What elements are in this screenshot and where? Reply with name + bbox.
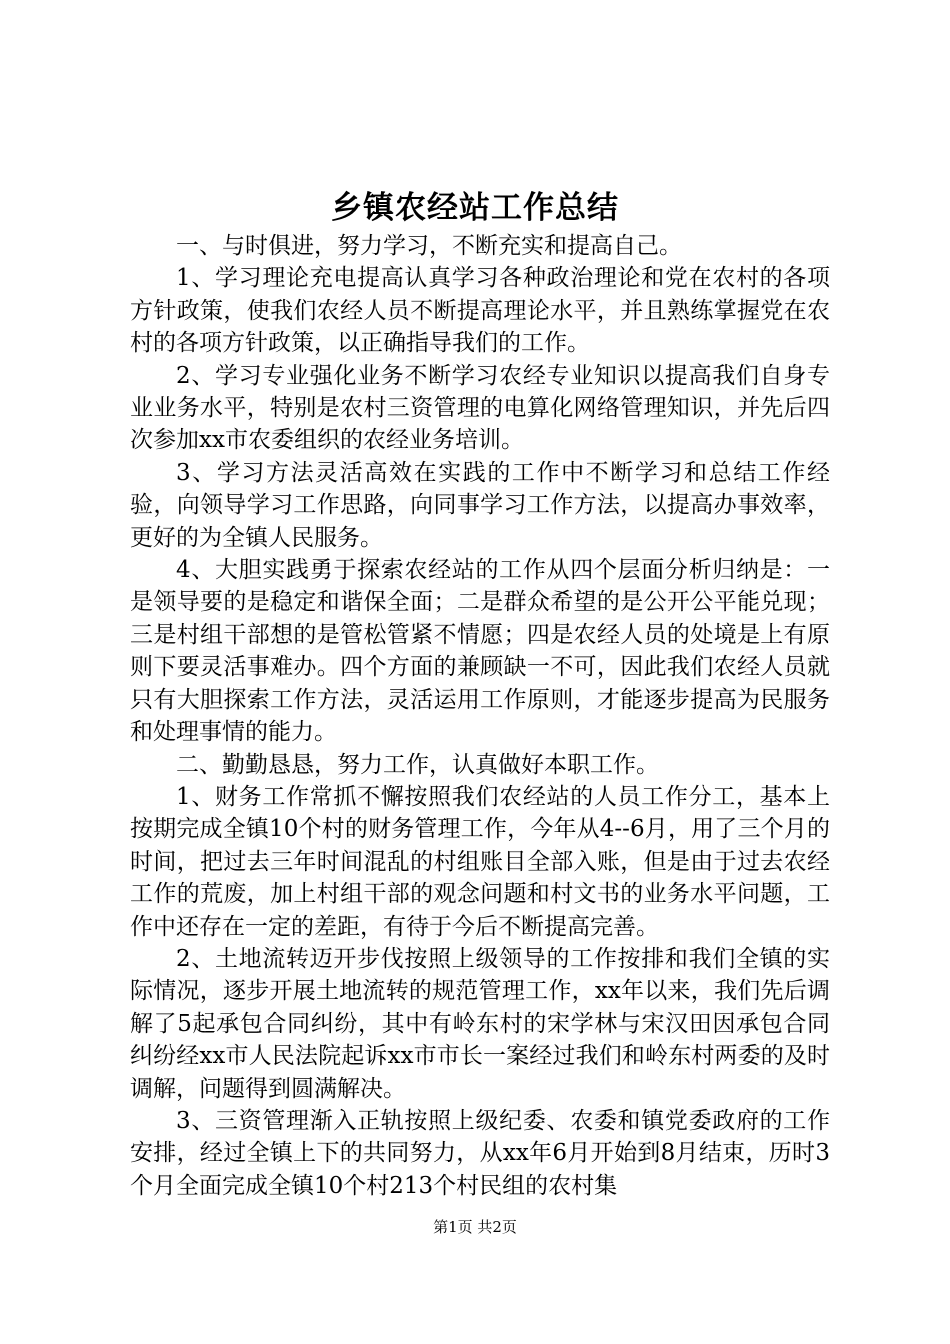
paragraph-1-3: 3、学习方法灵活高效在实践的工作中不断学习和总结工作经验，向领导学习工作思路，向同事学习工作方法，以提高办事效率，更好的为全镇人民服务。 [130, 459, 830, 551]
paragraph-2-1: 1、财务工作常抓不懈按照我们农经站的人员工作分工，基本上按期完成全镇10个村的财务管理工作，今年从4--6月，用了三个月的时间，把过去三年时间混乱的村组账目全部入账，但是由于过去农经工作的荒废，加上村组干部的观念问题和村文书的业务水平问题，工作中还存在一定的差距，有待于今后不断提高完善。 [130, 783, 830, 940]
paragraph-1-4: 4、大胆实践勇于探索农经站的工作从四个层面分析归纳是：一是领导要的是稳定和谐保全面；二是群众希望的是公开公平能兑现；三是村组干部想的是管松管紧不情愿；四是农经人员的处境是上有原则下要灵活事难办。四个方面的兼顾缺一不可，因此我们农经人员就只有大胆探索工作方法，灵活运用工作原则，才能逐步提高为民服务和处理事情的能力。 [130, 557, 830, 746]
paragraph-1-2: 2、学习专业强化业务不断学习农经专业知识以提高我们自身专业业务水平，特别是农村三资管理的电算化网络管理知识，并先后四次参加xx市农委组织的农经业务培训。 [130, 362, 830, 454]
paragraph-2-2: 2、土地流转迈开步伐按照上级领导的工作按排和我们全镇的实际情况，逐步开展土地流转的规范管理工作，xx年以来，我们先后调解了5起承包合同纠纷，其中有岭东村的宋学林与宋汉田因承包合同纠纷经xx市人民法院起诉xx市市长一案经过我们和岭东村两委的及时调解，问题得到圆满解决。 [130, 945, 830, 1102]
paragraph-1-1: 1、学习理论充电提高认真学习各种政治理论和党在农村的各项方针政策，使我们农经人员不断提高理论水平，并且熟练掌握党在农村的各项方针政策，以正确指导我们的工作。 [130, 265, 830, 357]
document-body [130, 230, 830, 1202]
page-footer: 第1页 共2页 [433, 1218, 517, 1236]
paragraph-section-2-heading: 二、勤勤恳恳，努力工作，认真做好本职工作。 [176, 751, 659, 778]
document-title: 乡镇农经站工作总结 [331, 190, 619, 226]
paragraph-section-1-heading: 一、与时俱进，努力学习，不断充实和提高自己。 [176, 233, 682, 259]
paragraph-2-3: 3、三资管理渐入正轨按照上级纪委、农委和镇党委政府的工作安排，经过全镇上下的共同努力，从xx年6月开始到8月结束，历时3个月全面完成全镇10个村213个村民组的农村集 [130, 1107, 830, 1199]
